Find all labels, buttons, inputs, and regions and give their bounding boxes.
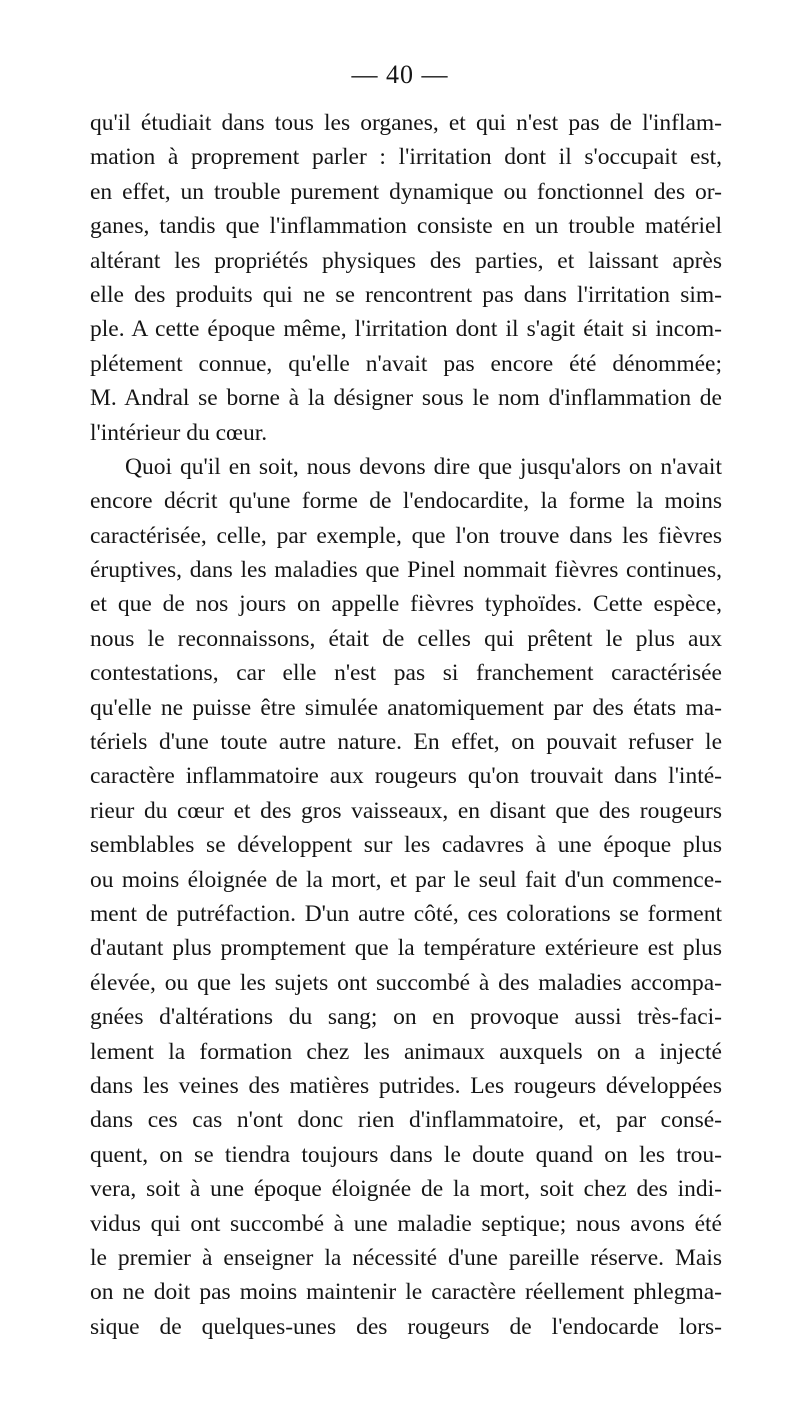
text-line: altérant les propriétés physiques des parties, et laissant après [90,247,722,274]
text-line: l'intérieur du cœur. [90,419,268,446]
text-line: ple. A cette époque même, l'irritation dont il s'agit était si incom- [90,316,722,343]
text-line: M. Andral se borne à la désigner sous le nom d'inflammation de [90,385,722,412]
body-text [90,106,722,1344]
text-line: quent, on se tiendra toujours dans le doute quand on les trou- [90,1141,722,1168]
text-line: le premier à enseigner la nécessité d'une pareille réserve. Mais [90,1244,722,1271]
text-line: on ne doit pas moins maintenir le caractère réellement phlegma- [90,1279,722,1306]
paragraph-first-line: Quoi qu'il en soit, nous devons dire que jusqu'alors on n'avait [125,453,722,480]
text-line: caractérisée, celle, par exemple, que l'on trouve dans les fièvres [90,522,722,549]
text-line: vidus qui ont succombé à une maladie septique; nous avons été [90,1210,722,1237]
text-line: nous le reconnaissons, était de celles qui prêtent le plus aux [90,625,722,652]
text-line: caractère inflammatoire aux rougeurs qu'on trouvait dans l'inté- [90,763,722,790]
text-line: dans ces cas n'ont donc rien d'inflammatoire, et, par consé- [90,1107,722,1134]
text-line: dans les veines des matières putrides. Les rougeurs développées [90,1072,722,1099]
text-line: contestations, car elle n'est pas si franchement caractérisée [90,660,722,687]
text-line: plétement connue, qu'elle n'avait pas encore été dénommée; [90,350,722,377]
text-line: éruptives, dans les maladies que Pinel nommait fièvres continues, [90,557,722,584]
text-line: ou moins éloignée de la mort, et par le seul fait d'un commence- [90,866,722,893]
text-line: rieur du cœur et des gros vaisseaux, en disant que des rougeurs [90,797,722,824]
text-line: sique de quelques-unes des rougeurs de l'endocarde lors- [90,1313,722,1340]
text-line: et que de nos jours on appelle fièvres typhoïdes. Cette espèce, [90,591,722,618]
text-line: semblables se développent sur les cadavres à une époque plus [90,832,722,859]
text-line: tériels d'une toute autre nature. En effet, on pouvait refuser le [90,729,722,756]
text-line: lement la formation chez les animaux auxquels on a injecté [90,1038,722,1065]
text-line: elle des produits qui ne se rencontrent pas dans l'irritation sim- [90,281,722,308]
text-line: élevée, ou que les sujets ont succombé à des maladies accompa- [90,969,722,996]
text-line: qu'il étudiait dans tous les organes, et qui n'est pas de l'inflam- [90,110,722,136]
text-line: ment de putréfaction. D'un autre côté, ces colorations se forment [90,900,722,927]
text-line: vera, soit à une époque éloignée de la mort, soit chez des indi- [90,1176,722,1203]
text-line: mation à proprement parler : l'irritation dont il s'occupait est, [90,144,722,171]
page-number: — 40 — [351,60,449,89]
text-line: gnées d'altérations du sang; on en provoque aussi très-faci- [90,1004,722,1031]
text-line: ganes, tandis que l'inflammation consiste en un trouble matériel [90,213,722,240]
text-line: encore décrit qu'une forme de l'endocardite, la forme la moins [90,488,722,515]
text-line: qu'elle ne puisse être simulée anatomiquement par des états ma- [90,694,722,721]
text-line: d'autant plus promptement que la température extérieure est plus [90,935,722,962]
text-line: en effet, un trouble purement dynamique ou fonctionnel des or- [90,178,722,205]
